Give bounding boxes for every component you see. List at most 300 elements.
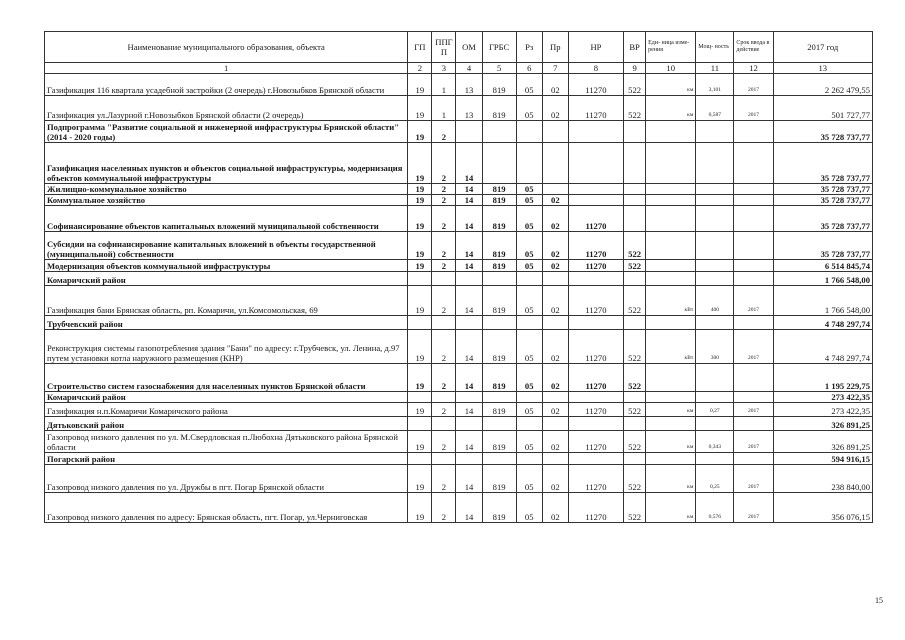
cell-vr: 522 (624, 96, 646, 121)
cell-gp: 19 (408, 431, 432, 453)
cell-gp: 19 (408, 465, 432, 493)
col-number: 2 (408, 63, 432, 74)
cell-grbs: 819 (482, 195, 516, 206)
cell-term (734, 453, 773, 465)
cell-term (734, 272, 773, 286)
cell-ppg: 2 (432, 195, 456, 206)
cell-pr: 02 (542, 465, 568, 493)
cell-gp (408, 316, 432, 330)
cell-np: 11270 (568, 364, 623, 392)
cell-amount: 1 766 548,00 (773, 286, 872, 316)
cell-om: 14 (456, 195, 482, 206)
cell-term (734, 417, 773, 431)
cell-vr: 522 (624, 286, 646, 316)
cell-grbs (482, 453, 516, 465)
cell-ppg (432, 453, 456, 465)
cell-ppg: 2 (432, 286, 456, 316)
header-row (45, 32, 873, 63)
cell-np (568, 392, 623, 403)
cell-amount: 4 748 297,74 (773, 316, 872, 330)
cell-om: 14 (456, 286, 482, 316)
cell-amount: 2 262 479,55 (773, 74, 872, 96)
table-row (45, 184, 873, 195)
table-row (45, 272, 873, 286)
header-np: НР (568, 32, 623, 63)
header-year: 2017 год (773, 32, 872, 63)
cell-om: 13 (456, 96, 482, 121)
cell-ppg: 2 (432, 330, 456, 364)
cell-rz (516, 392, 542, 403)
cell-name: Трубчевский район (45, 316, 408, 330)
cell-rz: 05 (516, 330, 542, 364)
cell-name: Коммунальное хозяйство (45, 195, 408, 206)
cell-grbs (482, 272, 516, 286)
cell-term (734, 316, 773, 330)
table-row (45, 431, 873, 453)
cell-unit (646, 392, 696, 403)
cell-term: 2017 (734, 403, 773, 417)
cell-power (696, 184, 734, 195)
cell-rz (516, 453, 542, 465)
cell-np (568, 121, 623, 143)
cell-pr: 02 (542, 206, 568, 232)
cell-pr (542, 121, 568, 143)
cell-name: Газопровод низкого давления по ул. Дружбы в пгт. Погар Брянской области (45, 465, 408, 493)
cell-name: Газификация 116 квартала усадебной застройки (2 очередь) г.Новозыбков Брянской области (45, 74, 408, 96)
cell-amount: 594 916,15 (773, 453, 872, 465)
cell-vr: 522 (624, 260, 646, 272)
cell-vr: 522 (624, 431, 646, 453)
cell-amount: 1 195 229,75 (773, 364, 872, 392)
cell-gp (408, 417, 432, 431)
cell-power (696, 272, 734, 286)
table-row (45, 316, 873, 330)
cell-amount: 35 728 737,77 (773, 206, 872, 232)
cell-unit: кВт (646, 330, 696, 364)
cell-ppg: 2 (432, 184, 456, 195)
cell-vr (624, 392, 646, 403)
cell-pr: 02 (542, 232, 568, 260)
table-row (45, 493, 873, 523)
header-om: ОМ (456, 32, 482, 63)
cell-unit (646, 143, 696, 184)
col-number: 5 (482, 63, 516, 74)
cell-power: 300 (696, 330, 734, 364)
cell-gp (408, 392, 432, 403)
cell-power (696, 392, 734, 403)
cell-name: Дятьковский район (45, 417, 408, 431)
cell-power (696, 232, 734, 260)
cell-grbs (482, 143, 516, 184)
cell-grbs: 819 (482, 364, 516, 392)
cell-gp: 19 (408, 195, 432, 206)
cell-name: Газификация населенных пунктов и объектов социальной инфраструктуры, модернизация объектов коммунальной инфраструктуры (45, 143, 408, 184)
cell-np: 11270 (568, 206, 623, 232)
cell-power: 0,25 (696, 465, 734, 493)
cell-om: 14 (456, 330, 482, 364)
cell-rz: 05 (516, 493, 542, 523)
cell-vr (624, 316, 646, 330)
budget-table (44, 31, 873, 523)
cell-name: Газификация н.п.Комаричи Комаричского района (45, 403, 408, 417)
cell-grbs (482, 417, 516, 431)
cell-np: 11270 (568, 493, 623, 523)
cell-rz: 05 (516, 431, 542, 453)
cell-gp: 19 (408, 232, 432, 260)
cell-om: 14 (456, 184, 482, 195)
cell-term (734, 121, 773, 143)
cell-unit (646, 121, 696, 143)
cell-amount: 35 728 737,77 (773, 121, 872, 143)
cell-grbs: 819 (482, 465, 516, 493)
cell-grbs: 819 (482, 493, 516, 523)
cell-grbs: 819 (482, 286, 516, 316)
cell-ppg: 2 (432, 431, 456, 453)
table-row (45, 364, 873, 392)
cell-rz: 05 (516, 260, 542, 272)
cell-gp: 19 (408, 74, 432, 96)
cell-pr: 02 (542, 364, 568, 392)
cell-rz (516, 121, 542, 143)
cell-grbs: 819 (482, 403, 516, 417)
cell-gp (408, 272, 432, 286)
cell-vr (624, 184, 646, 195)
cell-unit (646, 195, 696, 206)
cell-grbs: 819 (482, 74, 516, 96)
cell-ppg: 1 (432, 96, 456, 121)
cell-np (568, 195, 623, 206)
col-number: 11 (696, 63, 734, 74)
cell-grbs: 819 (482, 232, 516, 260)
cell-gp: 19 (408, 286, 432, 316)
cell-ppg: 2 (432, 206, 456, 232)
cell-gp: 19 (408, 206, 432, 232)
cell-pr: 02 (542, 96, 568, 121)
cell-vr (624, 272, 646, 286)
cell-power (696, 260, 734, 272)
cell-pr (542, 272, 568, 286)
cell-gp: 19 (408, 493, 432, 523)
cell-ppg: 2 (432, 403, 456, 417)
cell-power (696, 417, 734, 431)
cell-rz: 05 (516, 364, 542, 392)
cell-pr: 02 (542, 493, 568, 523)
cell-power (696, 316, 734, 330)
cell-gp: 19 (408, 96, 432, 121)
cell-grbs: 819 (482, 184, 516, 195)
cell-amount: 35 728 737,77 (773, 184, 872, 195)
table-row (45, 195, 873, 206)
cell-term: 2017 (734, 493, 773, 523)
cell-unit (646, 272, 696, 286)
cell-np: 11270 (568, 74, 623, 96)
cell-om: 14 (456, 260, 482, 272)
header-grbs: ГРБС (482, 32, 516, 63)
cell-term (734, 195, 773, 206)
cell-pr (542, 453, 568, 465)
cell-amount: 273 422,35 (773, 403, 872, 417)
cell-term (734, 143, 773, 184)
cell-grbs: 819 (482, 206, 516, 232)
table-row (45, 74, 873, 96)
cell-name: Модернизация объектов коммунальной инфраструктуры (45, 260, 408, 272)
table-row (45, 96, 873, 121)
cell-pr (542, 184, 568, 195)
cell-name: Газопровод низкого давления по ул. М.Свердловская п.Любохна Дятьковского района Брянской области (45, 431, 408, 453)
cell-om: 14 (456, 493, 482, 523)
cell-np (568, 143, 623, 184)
cell-np: 11270 (568, 465, 623, 493)
table-body (45, 74, 873, 523)
cell-amount: 238 840,00 (773, 465, 872, 493)
cell-term (734, 364, 773, 392)
cell-amount: 4 748 297,74 (773, 330, 872, 364)
cell-gp: 19 (408, 121, 432, 143)
cell-power: 400 (696, 286, 734, 316)
cell-om (456, 272, 482, 286)
cell-om: 13 (456, 74, 482, 96)
col-number: 10 (646, 63, 696, 74)
cell-vr: 522 (624, 465, 646, 493)
cell-ppg: 2 (432, 465, 456, 493)
cell-pr: 02 (542, 330, 568, 364)
col-number: 9 (624, 63, 646, 74)
cell-unit (646, 184, 696, 195)
cell-name: Субсидии на софинансирование капитальных вложений в объекты государственной (муниципальной) собственности (45, 232, 408, 260)
cell-power: 0,587 (696, 96, 734, 121)
cell-om (456, 316, 482, 330)
cell-om: 14 (456, 143, 482, 184)
cell-ppg: 2 (432, 143, 456, 184)
cell-vr: 522 (624, 232, 646, 260)
cell-unit: км (646, 431, 696, 453)
cell-unit: км (646, 74, 696, 96)
cell-amount: 326 891,25 (773, 431, 872, 453)
cell-term: 2017 (734, 330, 773, 364)
cell-name: Подпрограмма "Развитие социальной и инженерной инфраструктуры Брянской области" (2014 - 2020 годы) (45, 121, 408, 143)
cell-np: 11270 (568, 286, 623, 316)
cell-grbs: 819 (482, 330, 516, 364)
cell-power (696, 143, 734, 184)
cell-om: 14 (456, 206, 482, 232)
cell-power (696, 121, 734, 143)
cell-gp: 19 (408, 260, 432, 272)
cell-np: 11270 (568, 431, 623, 453)
cell-rz: 05 (516, 74, 542, 96)
header-unit: Еди- ница изме- рения (646, 32, 696, 63)
cell-power (696, 195, 734, 206)
cell-term: 2017 (734, 96, 773, 121)
cell-pr: 02 (542, 403, 568, 417)
cell-unit (646, 206, 696, 232)
cell-om: 14 (456, 232, 482, 260)
cell-vr: 522 (624, 403, 646, 417)
cell-om: 14 (456, 403, 482, 417)
cell-om (456, 121, 482, 143)
cell-rz: 05 (516, 96, 542, 121)
cell-np: 11270 (568, 403, 623, 417)
cell-term (734, 260, 773, 272)
cell-pr (542, 417, 568, 431)
table-row (45, 330, 873, 364)
cell-power (696, 206, 734, 232)
cell-name: Жилищно-коммунальное хозяйство (45, 184, 408, 195)
header-pr: Пр (542, 32, 568, 63)
cell-vr: 522 (624, 330, 646, 364)
cell-amount: 501 727,77 (773, 96, 872, 121)
cell-term: 2017 (734, 74, 773, 96)
cell-power: 3,101 (696, 74, 734, 96)
header-vr: ВР (624, 32, 646, 63)
table-row (45, 121, 873, 143)
cell-np (568, 453, 623, 465)
cell-np: 11270 (568, 96, 623, 121)
table-row (45, 392, 873, 403)
cell-np (568, 316, 623, 330)
cell-rz (516, 316, 542, 330)
cell-grbs (482, 316, 516, 330)
cell-amount: 35 728 737,77 (773, 195, 872, 206)
cell-amount: 1 766 548,00 (773, 272, 872, 286)
cell-om: 14 (456, 364, 482, 392)
cell-om: 14 (456, 431, 482, 453)
cell-name: Реконструкция системы газопотребления здания "Бани" по адресу: г.Трубчевск, ул. Ленина, д.97 путем установки котла наружного размещения (КНР) (45, 330, 408, 364)
cell-unit: кВт (646, 286, 696, 316)
cell-pr: 02 (542, 431, 568, 453)
cell-unit (646, 417, 696, 431)
cell-pr: 02 (542, 74, 568, 96)
col-number: 12 (734, 63, 773, 74)
cell-unit (646, 260, 696, 272)
cell-vr: 522 (624, 74, 646, 96)
cell-grbs: 819 (482, 260, 516, 272)
col-number: 4 (456, 63, 482, 74)
cell-gp: 19 (408, 364, 432, 392)
table-row (45, 286, 873, 316)
table-row (45, 403, 873, 417)
cell-rz (516, 272, 542, 286)
table-row (45, 260, 873, 272)
table-row (45, 465, 873, 493)
table-row (45, 206, 873, 232)
cell-rz: 05 (516, 403, 542, 417)
header-gp: ГП (408, 32, 432, 63)
cell-pr (542, 316, 568, 330)
cell-ppg: 2 (432, 260, 456, 272)
cell-vr: 522 (624, 493, 646, 523)
cell-term (734, 392, 773, 403)
cell-power (696, 453, 734, 465)
cell-np (568, 272, 623, 286)
page-number: 15 (875, 596, 883, 605)
cell-rz: 05 (516, 465, 542, 493)
cell-amount: 35 728 737,77 (773, 143, 872, 184)
header-term: Срок ввода в действие (734, 32, 773, 63)
cell-grbs (482, 121, 516, 143)
cell-rz (516, 417, 542, 431)
cell-grbs: 819 (482, 96, 516, 121)
cell-rz: 05 (516, 286, 542, 316)
cell-vr (624, 121, 646, 143)
cell-om (456, 417, 482, 431)
cell-term: 2017 (734, 286, 773, 316)
cell-ppg (432, 272, 456, 286)
cell-rz (516, 143, 542, 184)
cell-unit: км (646, 465, 696, 493)
col-number: 7 (542, 63, 568, 74)
cell-rz: 05 (516, 232, 542, 260)
cell-pr (542, 392, 568, 403)
cell-pr: 02 (542, 260, 568, 272)
table-row (45, 417, 873, 431)
cell-unit: км (646, 96, 696, 121)
cell-term: 2017 (734, 465, 773, 493)
cell-unit (646, 453, 696, 465)
cell-unit: км (646, 403, 696, 417)
cell-ppg (432, 392, 456, 403)
cell-name: Софинансирование объектов капитальных вложений муниципальной собственности (45, 206, 408, 232)
column-numbers-row (45, 63, 873, 74)
cell-name: Строительство систем газоснабжения для населенных пунктов Брянской области (45, 364, 408, 392)
cell-name: Комаричский район (45, 272, 408, 286)
cell-term: 2017 (734, 431, 773, 453)
cell-ppg: 2 (432, 232, 456, 260)
cell-om: 14 (456, 465, 482, 493)
col-number: 3 (432, 63, 456, 74)
cell-term (734, 206, 773, 232)
cell-power: 0,576 (696, 493, 734, 523)
table-row (45, 143, 873, 184)
cell-unit (646, 232, 696, 260)
cell-amount: 273 422,35 (773, 392, 872, 403)
cell-gp: 19 (408, 403, 432, 417)
header-rz: Рз (516, 32, 542, 63)
cell-term (734, 184, 773, 195)
cell-vr (624, 206, 646, 232)
header-name: Наименование муниципального образования, объекта (45, 32, 408, 63)
cell-amount: 326 891,25 (773, 417, 872, 431)
cell-vr: 522 (624, 364, 646, 392)
cell-unit: км (646, 493, 696, 523)
cell-np (568, 417, 623, 431)
header-ppg: ППГ П (432, 32, 456, 63)
cell-gp: 19 (408, 184, 432, 195)
cell-pr: 02 (542, 286, 568, 316)
cell-amount: 356 076,15 (773, 493, 872, 523)
cell-ppg: 1 (432, 74, 456, 96)
cell-ppg: 2 (432, 364, 456, 392)
cell-np: 11270 (568, 330, 623, 364)
col-number: 1 (45, 63, 408, 74)
cell-name: Газификация ул.Лазурной г.Новозыбков Брянской области (2 очередь) (45, 96, 408, 121)
cell-power (696, 364, 734, 392)
cell-vr (624, 453, 646, 465)
cell-pr (542, 143, 568, 184)
cell-power: 0,343 (696, 431, 734, 453)
cell-gp: 19 (408, 330, 432, 364)
cell-power: 0,27 (696, 403, 734, 417)
cell-ppg: 2 (432, 121, 456, 143)
cell-ppg: 2 (432, 493, 456, 523)
header-power: Мощ- ность (696, 32, 734, 63)
cell-ppg (432, 417, 456, 431)
cell-term (734, 232, 773, 260)
cell-amount: 6 514 845,74 (773, 260, 872, 272)
cell-unit (646, 316, 696, 330)
col-number: 13 (773, 63, 872, 74)
cell-name: Газопровод низкого давления по адресу: Брянская область, пгт. Погар, ул.Черниговская (45, 493, 408, 523)
cell-pr: 02 (542, 195, 568, 206)
